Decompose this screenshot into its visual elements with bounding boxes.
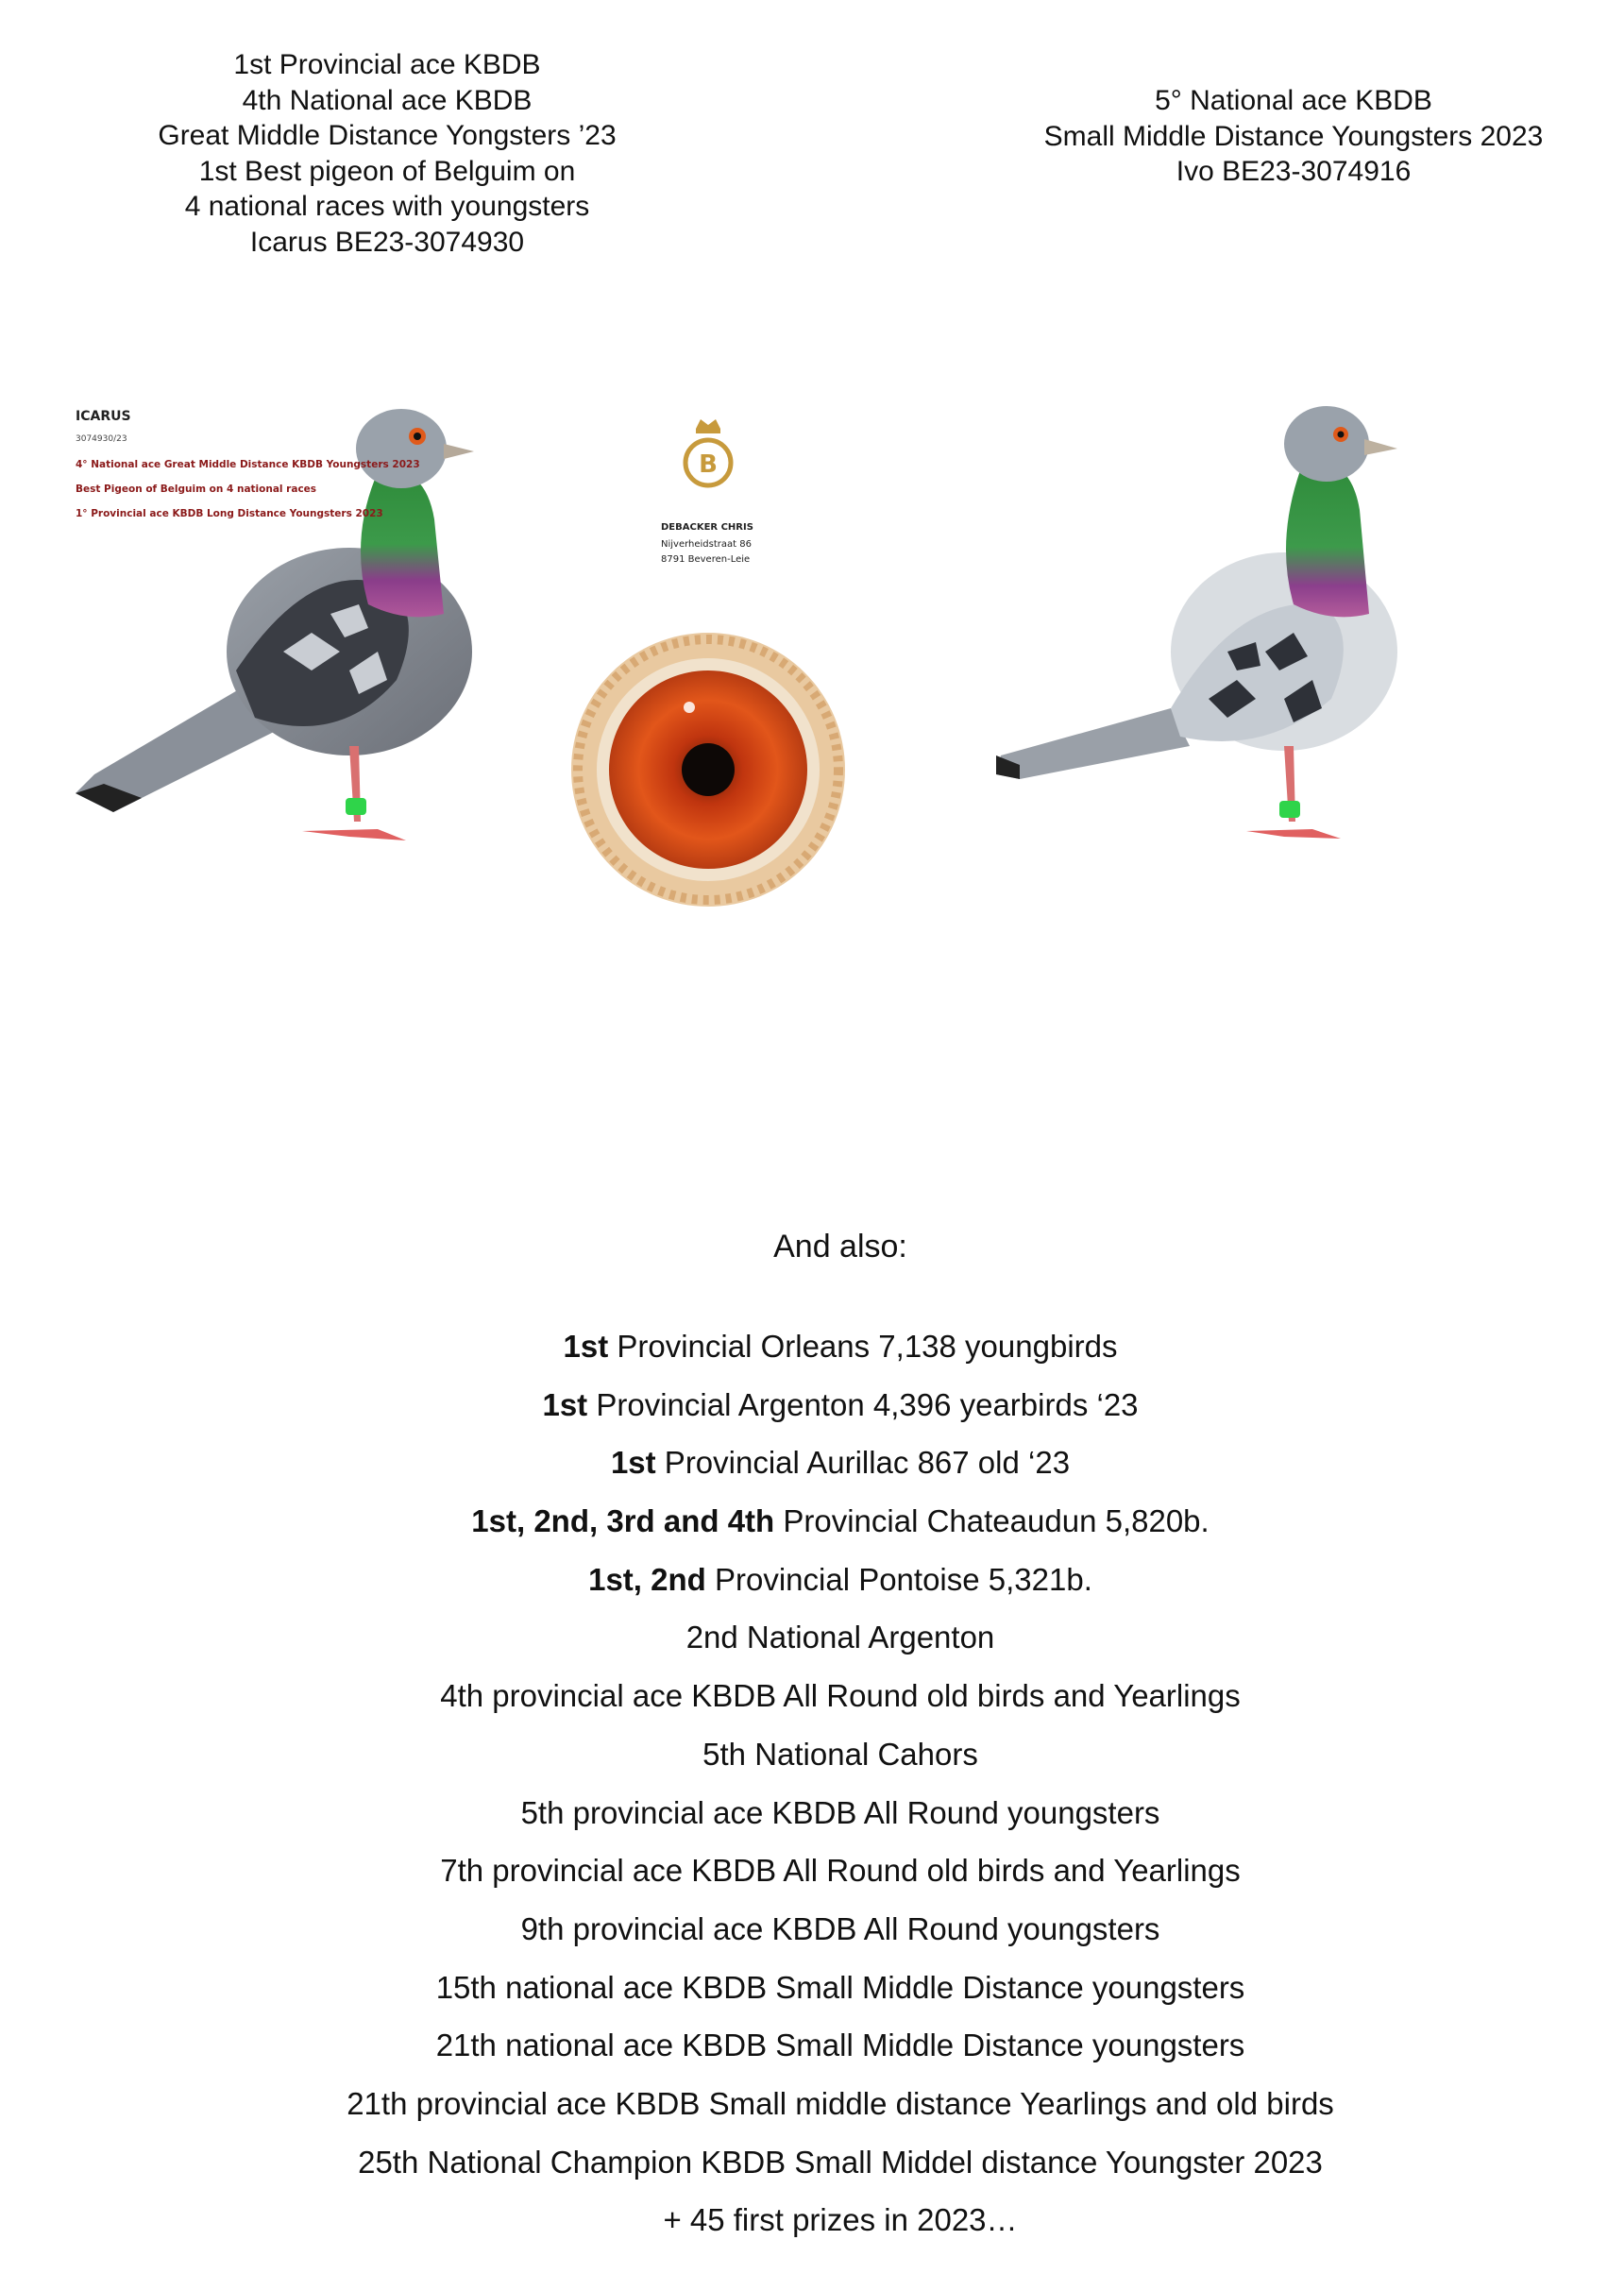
- result-text: 5th National Cahors: [702, 1736, 978, 1772]
- result-item: [0, 1434, 1624, 1492]
- pigeon-eye-photo: [567, 628, 850, 911]
- header-left-line: Great Middle Distance Yongsters ’23: [158, 120, 617, 151]
- header-left: [94, 47, 680, 260]
- result-item: [0, 1841, 1624, 1900]
- result-text: Provincial Pontoise 5,321b.: [705, 1561, 1092, 1597]
- result-item: [0, 1667, 1624, 1725]
- result-text: 21th provincial ace KBDB Small middle distance Yearlings and old birds: [347, 2085, 1334, 2121]
- result-text: Provincial Chateaudun 5,820b.: [774, 1503, 1210, 1539]
- result-item: [0, 1551, 1624, 1609]
- result-item: [0, 1959, 1624, 2017]
- result-bold: 1st: [610, 1445, 656, 1481]
- header-right-line: Ivo BE23-3074916: [1176, 156, 1412, 187]
- breeder-street: Nijverheidstraat 86: [661, 539, 752, 550]
- result-text: 7th provincial ace KBDB All Round old birds and Yearlings: [440, 1853, 1241, 1889]
- breeder-logo: [675, 416, 741, 501]
- header-right-line: Small Middle Distance Youngsters 2023: [1043, 120, 1544, 152]
- header-right-line: 5° National ace KBDB: [1155, 85, 1432, 116]
- header-right: [982, 83, 1605, 190]
- also-label: And also:: [773, 1229, 907, 1264]
- breeder-name: DEBACKER CHRIS: [661, 522, 753, 533]
- result-bold: 1st, 2nd, 3rd and 4th: [471, 1503, 775, 1539]
- result-text: 25th National Champion KBDB Small Middel distance Youngster 2023: [358, 2144, 1323, 2180]
- result-text: Provincial Aurillac 867 old ‘23: [655, 1445, 1071, 1481]
- card-result-line: 4° National ace Great Middle Distance KBDB Youngsters 2023: [76, 459, 420, 470]
- result-text: 4th provincial ace KBDB All Round old birds and Yearlings: [440, 1678, 1241, 1714]
- header-left-line: 1st Best pigeon of Belguim on: [198, 155, 576, 187]
- result-bold: 1st: [542, 1386, 588, 1422]
- result-item: [0, 2075, 1624, 2133]
- pigeon-photo-right: [982, 397, 1492, 888]
- result-item: [0, 2191, 1624, 2249]
- result-item: [0, 2016, 1624, 2075]
- result-text: 15th national ace KBDB Small Middle Distance youngsters: [435, 1969, 1245, 2005]
- result-bold: 1st, 2nd: [588, 1561, 706, 1597]
- result-item: [0, 1900, 1624, 1959]
- result-text: 9th provincial ace KBDB All Round youngsters: [520, 1910, 1160, 1946]
- pigeon-photo-left: [66, 368, 595, 925]
- breeder-logo-letter: B: [699, 450, 718, 479]
- result-text: 5th provincial ace KBDB All Round youngsters: [520, 1794, 1160, 1830]
- card-ring-number: 3074930/23: [76, 434, 127, 444]
- result-item: [0, 1608, 1624, 1667]
- result-item: [0, 1725, 1624, 1784]
- header-left-line: 4th National ace KBDB: [242, 84, 533, 116]
- result-text: Provincial Argenton 4,396 yearbirds ‘23: [587, 1386, 1139, 1422]
- result-text: 21th national ace KBDB Small Middle Distance youngsters: [435, 2028, 1245, 2063]
- result-text: Provincial Orleans 7,138 youngbirds: [608, 1329, 1118, 1364]
- card-pigeon-name: ICARUS: [76, 409, 131, 424]
- result-text: + 45 first prizes in 2023…: [663, 2202, 1018, 2238]
- result-item: [0, 1492, 1624, 1551]
- header-left-line: Icarus BE23-3074930: [249, 226, 525, 258]
- result-item: [0, 2133, 1624, 2192]
- result-text: 2nd National Argenton: [685, 1620, 995, 1655]
- breeder-city: 8791 Beveren-Leie: [661, 554, 751, 565]
- result-item: [0, 1376, 1624, 1434]
- result-item: [0, 1784, 1624, 1842]
- result-item: [0, 1317, 1624, 1376]
- result-bold: 1st: [563, 1329, 609, 1364]
- results-list: [0, 1317, 1624, 2249]
- card-result-line: Best Pigeon of Belguim on 4 national races: [76, 484, 317, 495]
- card-result-line: 1° Provincial ace KBDB Long Distance Youngsters 2023: [76, 508, 383, 519]
- header-left-line: 1st Provincial ace KBDB: [233, 49, 541, 80]
- header-left-line: 4 national races with youngsters: [184, 191, 590, 222]
